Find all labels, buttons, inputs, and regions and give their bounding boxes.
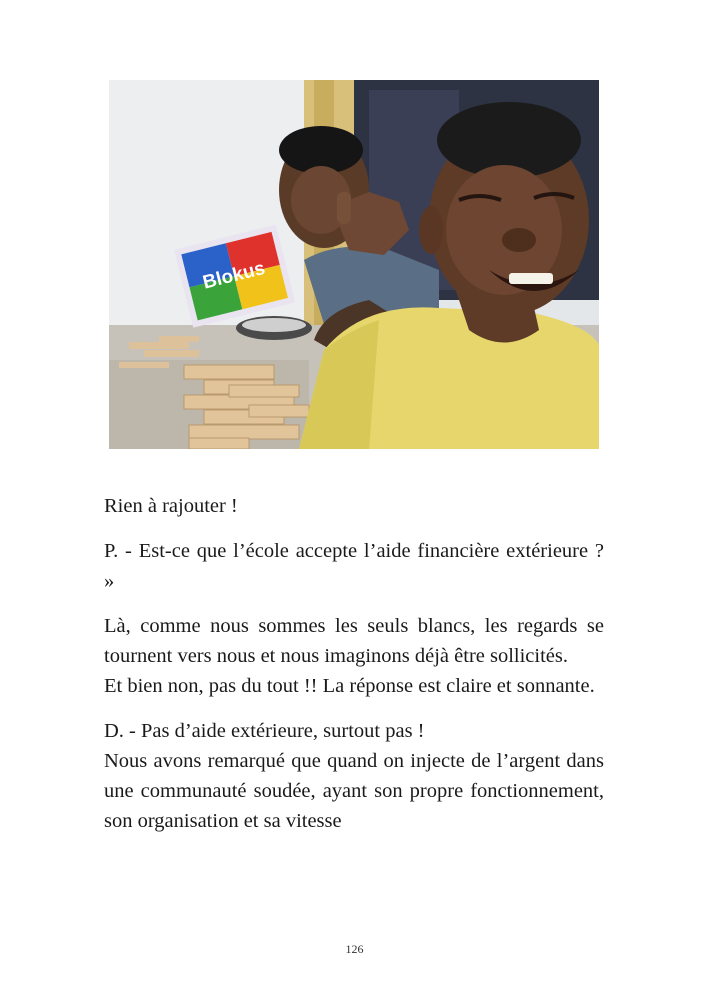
paragraph: Et bien non, pas du tout !! La réponse est claire et sonnante. [104, 675, 595, 697]
photo-children-with-blokus [109, 80, 599, 449]
paragraph: P. - Est-ce que l’école accepte l’aide financière extérieure ? » [104, 540, 604, 592]
paragraph: Rien à rajouter ! [104, 495, 238, 517]
paragraph: Nous avons remarqué que quand on injecte de l’argent dans une communauté soudée, ayant son propre fonctionnement, son organisation et sa vitesse [104, 750, 604, 832]
body-text [104, 491, 604, 836]
paragraph: D. - Pas d’aide extérieure, surtout pas ! [104, 720, 425, 742]
page-number: 126 [345, 942, 364, 956]
paragraph: Là, comme nous sommes les seuls blancs, les regards se tournent vers nous et nous imaginons déjà être sollicités. [104, 615, 604, 667]
blokus-logo: Blokus [200, 257, 268, 294]
